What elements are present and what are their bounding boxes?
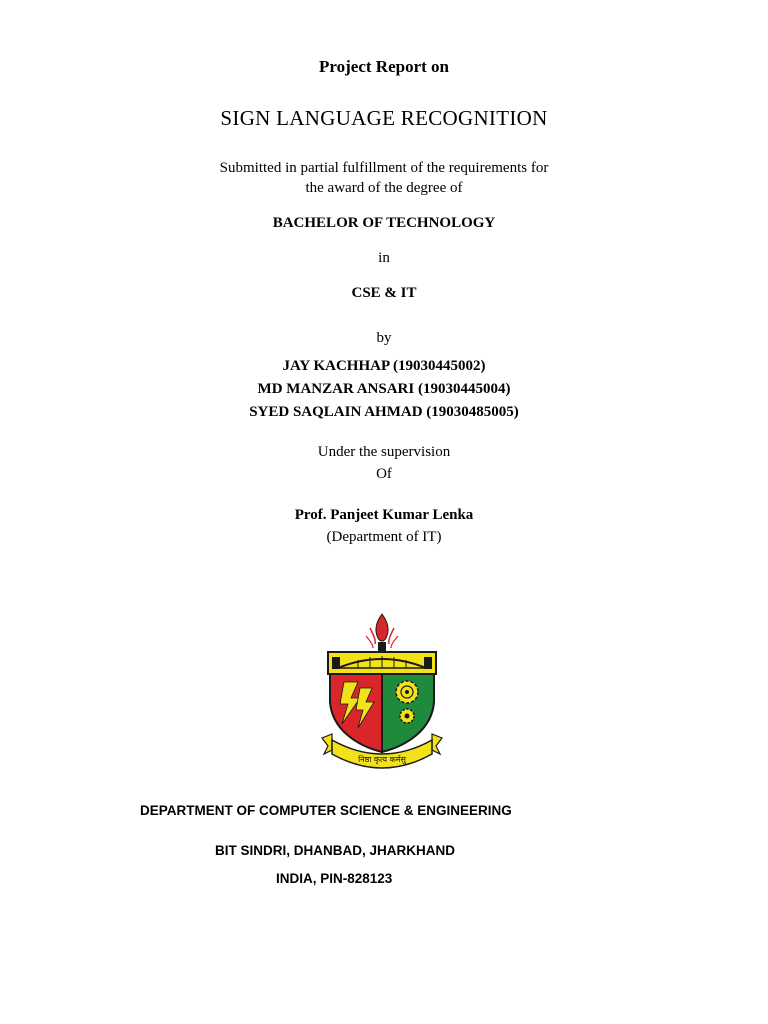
institute-emblem bbox=[318, 612, 446, 774]
footer-institute: BIT SINDRI, DHANBAD, JHARKHAND bbox=[215, 843, 456, 858]
torch-icon bbox=[366, 614, 398, 652]
supervisor-department: (Department of IT) bbox=[326, 529, 442, 545]
supervision-line-2: Of bbox=[376, 466, 392, 482]
in-word: in bbox=[378, 250, 390, 266]
by-word: by bbox=[376, 330, 392, 346]
student-1: JAY KACHHAP (19030445002) bbox=[282, 358, 486, 374]
student-2: MD MANZAR ANSARI (19030445004) bbox=[257, 381, 511, 397]
branch-name: CSE & IT bbox=[351, 285, 417, 301]
degree-name: BACHELOR OF TECHNOLOGY bbox=[272, 215, 496, 231]
emblem-motto: निष्ठा कृत्य कर्मसु bbox=[358, 755, 406, 764]
submitted-line-2: the award of the degree of bbox=[305, 180, 463, 196]
bridge-band bbox=[328, 652, 436, 674]
student-3: SYED SAQLAIN AHMAD (19030485005) bbox=[249, 404, 519, 420]
supervisor-name: Prof. Panjeet Kumar Lenka bbox=[294, 507, 474, 523]
report-heading: Project Report on bbox=[319, 57, 449, 76]
footer-department: DEPARTMENT OF COMPUTER SCIENCE & ENGINEERING bbox=[140, 803, 512, 818]
supervision-line-1: Under the supervision bbox=[317, 444, 451, 460]
footer-address: INDIA, PIN-828123 bbox=[276, 871, 393, 886]
report-title: SIGN LANGUAGE RECOGNITION bbox=[220, 106, 548, 130]
submitted-line-1: Submitted in partial fulfillment of the requirements for bbox=[219, 160, 549, 176]
